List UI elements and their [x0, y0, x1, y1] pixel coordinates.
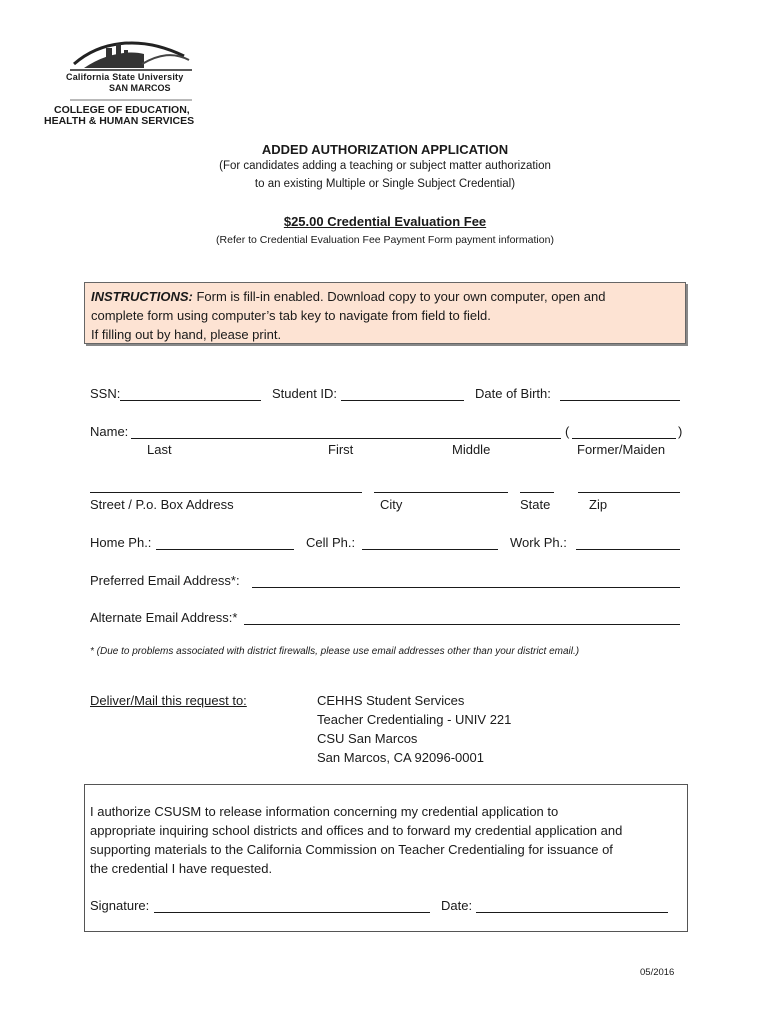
fee-title: $25.00 Credential Evaluation Fee — [283, 214, 487, 229]
authorization-line: supporting materials to the California Commission on Teacher Credentialing for issuance of — [90, 842, 613, 857]
instructions-line1: Form is fill-in enabled. Download copy to your own computer, open and — [192, 289, 606, 304]
zip-field[interactable] — [578, 492, 680, 493]
instructions-line3: If filling out by hand, please print. — [91, 327, 282, 342]
name-label: Name: — [90, 424, 129, 439]
alternate-email-label: Alternate Email Address:* — [90, 610, 238, 625]
signature-field[interactable] — [154, 912, 430, 913]
former-name-label: Former/Maiden — [577, 442, 666, 457]
authorization-line: I authorize CSUSM to release information concerning my credential application to — [90, 804, 559, 819]
form-subtitle-line2: to an existing Multiple or Single Subject Credential) — [254, 178, 516, 190]
former-name-field[interactable] — [572, 438, 676, 439]
student-id-label: Student ID: — [272, 386, 338, 401]
deliver-address-line: San Marcos, CA 92096-0001 — [317, 750, 484, 765]
revision-date: 05/2016 — [640, 967, 675, 978]
name-field[interactable] — [131, 438, 561, 439]
alternate-email-field[interactable] — [244, 624, 680, 625]
instructions-label: INSTRUCTIONS: — [91, 289, 193, 304]
work-phone-field[interactable] — [576, 549, 680, 550]
fee-note: (Refer to Credential Evaluation Fee Payment Form payment information) — [216, 234, 554, 246]
preferred-email-field[interactable] — [252, 587, 680, 588]
first-name-label: First — [328, 442, 354, 457]
home-phone-label: Home Ph.: — [90, 535, 152, 550]
deliver-label: Deliver/Mail this request to: — [90, 693, 247, 708]
signature-label: Signature: — [90, 898, 150, 913]
form-title: ADDED AUTHORIZATION APPLICATION — [261, 142, 509, 157]
deliver-address-line: CSU San Marcos — [317, 731, 418, 746]
deliver-address-line: CEHHS Student Services — [317, 693, 465, 708]
deliver-address-line: Teacher Credentialing - UNIV 221 — [317, 712, 512, 727]
date-field[interactable] — [476, 912, 668, 913]
instructions-box — [84, 282, 686, 344]
authorization-line: the credential I have requested. — [90, 861, 273, 876]
college-name-line2: HEALTH & HUMAN SERVICES — [44, 115, 195, 127]
zip-label: Zip — [589, 497, 608, 512]
date-label: Date: — [441, 898, 473, 913]
city-field[interactable] — [374, 492, 508, 493]
work-phone-label: Work Ph.: — [510, 535, 567, 550]
dob-label: Date of Birth: — [475, 386, 551, 401]
former-paren-open: ( — [565, 424, 570, 439]
state-label: State — [520, 497, 551, 512]
last-name-label: Last — [147, 442, 172, 457]
instructions-line2: complete form using computer’s tab key to navigate from field to field. — [91, 308, 491, 323]
dob-field[interactable] — [560, 400, 680, 401]
state-field[interactable] — [520, 492, 554, 493]
street-field[interactable] — [90, 492, 362, 493]
city-label: City — [380, 497, 403, 512]
preferred-email-label: Preferred Email Address*: — [90, 573, 240, 588]
middle-name-label: Middle — [452, 442, 491, 457]
former-paren-close: ) — [678, 424, 683, 439]
form-subtitle-line1: (For candidates adding a teaching or subject matter authorization — [219, 160, 551, 172]
home-phone-field[interactable] — [156, 549, 294, 550]
college-name-line1: COLLEGE OF EDUCATION, — [54, 104, 190, 116]
ssn-label: SSN: — [90, 386, 121, 401]
cell-phone-label: Cell Ph.: — [306, 535, 356, 550]
email-note: * (Due to problems associated with district firewalls, please use email addresses other than your district email.) — [90, 646, 580, 657]
university-campus: SAN MARCOS — [109, 83, 171, 93]
ssn-field[interactable] — [120, 400, 261, 401]
street-label: Street / P.o. Box Address — [90, 497, 234, 512]
cell-phone-field[interactable] — [362, 549, 498, 550]
university-name: California State University — [66, 72, 184, 82]
authorization-text — [90, 802, 684, 878]
student-id-field[interactable] — [341, 400, 464, 401]
authorization-line: appropriate inquiring school districts and offices and to forward my credential application and — [90, 823, 623, 838]
